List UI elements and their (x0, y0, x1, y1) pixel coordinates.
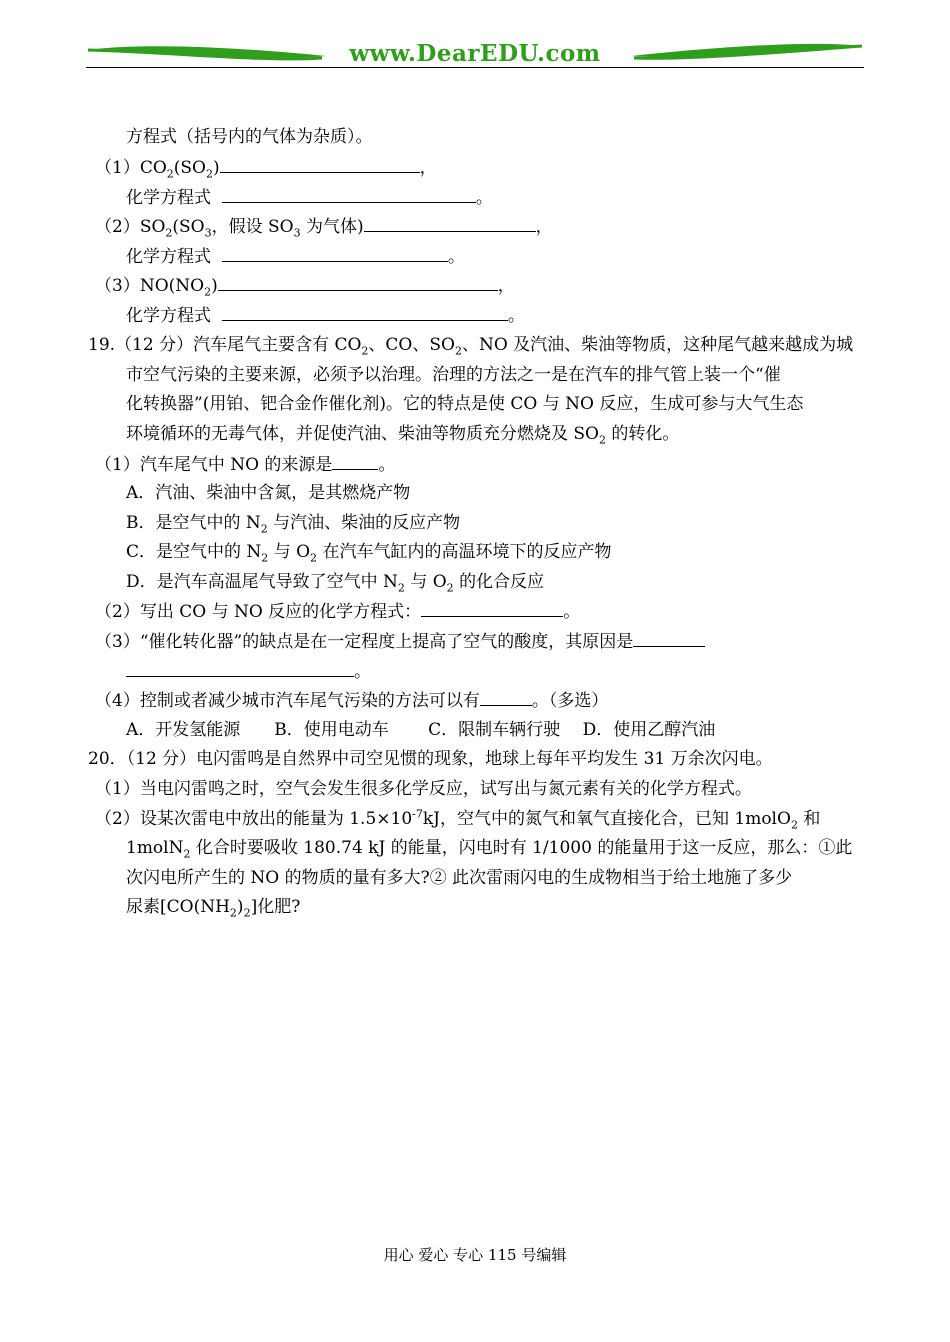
answer-blank[interactable] (218, 274, 498, 291)
q19-para-line-3: 化转换器”(用铂、钯合金作催化剂)。它的特点是使 CO 与 NO 反应，生成可参与大气生态 (126, 394, 804, 414)
q19-sub-2: （2）写出 CO 与 NO 反应的化学方程式： 。 (95, 602, 581, 622)
answer-blank[interactable] (220, 156, 420, 173)
answer-blank[interactable] (222, 245, 448, 262)
q20-sub-2-line-2: 1molN$_2$ 化合时要吸收 180.74 kJ 的能量，闪电时有 1/1000 的能量用于这一反应，那么：①此 (126, 838, 853, 861)
q19-sub-4-options: A．开发氢能源 B．使用电动车 C．限制车辆行驶 D．使用乙醇汽油 (126, 720, 716, 740)
answer-blank[interactable] (633, 630, 705, 647)
q19-sub-4: （4）控制或者减少城市汽车尾气污染的方法可以有 。（多选） (95, 691, 609, 711)
q18-item-3: $(3)NO(NO_2)$ ， (95, 276, 515, 299)
q18-item-2: $(2)SO_2(SO_3$，假设 $SO_3$ 为气体) ， (95, 217, 553, 240)
q19-sub-3-cont: 。 (126, 660, 371, 683)
q19-sub-3: （3）“催化转化器”的缺点是在一定程度上提高了空气的酸度，其原因是 (95, 630, 705, 653)
q20-sub-1: （1）当电闪雷鸣之时，空气会发生很多化学反应，试写出与氮元素有关的化学方程式。 (95, 779, 752, 799)
q18-intro: 方程式（括号内的气体为杂质）。 (126, 127, 373, 147)
q18-eq-1: 化学方程式 。 (126, 188, 493, 208)
answer-blank[interactable] (421, 600, 563, 617)
page-footer: 用心 爱心 专心 115 号编辑 (383, 1246, 567, 1264)
answer-blank[interactable] (126, 660, 354, 677)
q18-eq-3: 化学方程式 。 (126, 306, 525, 326)
q19-para-line-2: 市空气污染的主要来源，必须予以治理。治理的方法之一是在汽车的排气管上装一个“催 (126, 365, 781, 385)
answer-blank[interactable] (222, 186, 476, 203)
site-brand[interactable]: www.DearEDU.com (349, 40, 601, 67)
answer-blank[interactable] (364, 215, 536, 232)
answer-blank[interactable] (222, 304, 508, 321)
q20-sub-2-line-3: 次闪电所产生的 NO 的物质的量有多大?② 此次雷雨闪电的生成物相当于给土地施了多少 (126, 868, 793, 888)
q18-item-1: $(1)CO_2(SO_2)$ ， (95, 158, 437, 181)
q20-para: 20．（12 分）电闪雷鸣是自然界中司空见惯的现象，地球上每年平均发生 31 万余次闪电。 (88, 749, 773, 769)
q19-option-a: A．汽油、柴油中含氮，是其燃烧产物 (126, 483, 411, 503)
q19-para-line-1: 19.（12 分）汽车尾气主要含有 $CO_2$、CO、$SO_2$、NO 及汽油、柴油等物质，这种尾气越来越成为城 (88, 335, 854, 358)
q20-sub-2-line-4: 尿素$[CO(NH_2)_2]$化肥? (126, 897, 301, 920)
q19-option-d: D．是汽车高温尾气导致了空气中 $N_2$ 与 $O_2$ 的化合反应 (126, 572, 545, 595)
q19-sub-1: （1）汽车尾气中 NO 的来源是 。 (95, 455, 396, 475)
q20-sub-2-line-1: （2）设某次雷电中放出的能量为 $1.5\times 10^{-7}kJ$，空气中的氮气和氧气直接化合，已知 1molO$_2$ 和 (95, 807, 821, 832)
q19-option-c: C．是空气中的 $N_2$ 与 $O_2$ 在汽车气缸内的高温环境下的反应产物 (126, 542, 612, 565)
header-divider (86, 67, 864, 68)
q19-option-b: B．是空气中的 $N_2$ 与汽油、柴油的反应产物 (126, 513, 461, 536)
q18-eq-2: 化学方程式 。 (126, 247, 465, 267)
answer-blank[interactable] (332, 453, 378, 470)
q19-para-line-4: 环境循环的无毒气体，并促使汽油、柴油等物质充分燃烧及 $SO_2$ 的转化。 (126, 424, 680, 447)
answer-blank[interactable] (480, 689, 532, 706)
